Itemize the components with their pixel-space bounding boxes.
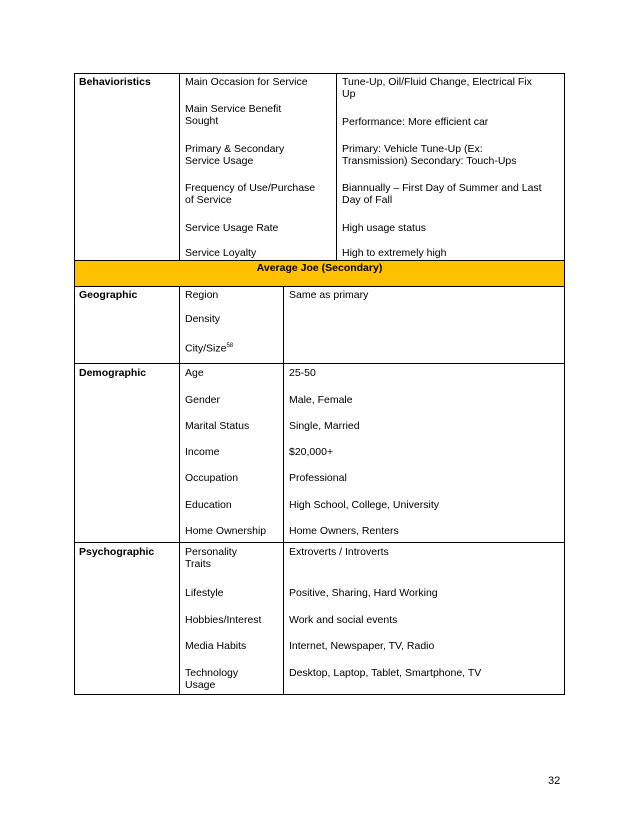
psycho-value-media: Internet, Newspaper, TV, Radio (289, 640, 435, 652)
psycho-attr-lifestyle: Lifestyle (185, 587, 224, 599)
behavior-value-rate: High usage status (342, 222, 427, 234)
band-border-bottom (74, 286, 565, 287)
col-divider-label (179, 73, 180, 261)
table-border-left (74, 73, 75, 695)
table-border-bottom (74, 694, 565, 695)
page-number: 32 (548, 775, 561, 787)
geo-attr-region: Region (185, 289, 219, 301)
demo-attr-age: Age (185, 367, 204, 379)
behavior-attr-usage: Primary & Secondary Service Usage (185, 143, 285, 167)
behavioristics-label: Behavioristics (79, 76, 151, 88)
row-border-geo-bottom (74, 363, 565, 364)
demographic-label: Demographic (79, 367, 147, 379)
psycho-attr-media: Media Habits (185, 640, 247, 652)
band-border-top (74, 260, 565, 261)
section-header-title: Average Joe (Secondary) (256, 262, 383, 274)
demo-value-occupation: Professional (289, 472, 347, 484)
demo-attr-occupation: Occupation (185, 472, 239, 484)
psycho-value-technology: Desktop, Laptop, Tablet, Smartphone, TV (289, 667, 482, 679)
behavior-value-loyalty: High to extremely high (342, 247, 447, 259)
psycho-value-lifestyle: Positive, Sharing, Hard Working (289, 587, 438, 599)
demo-value-gender: Male, Female (289, 394, 353, 406)
geographic-label: Geographic (79, 289, 138, 301)
row-border-demo-bottom (74, 542, 565, 543)
demo-value-income: $20,000+ (289, 446, 334, 458)
demo-value-education: High School, College, University (289, 499, 439, 511)
psycho-attr-technology: Technology Usage (185, 667, 239, 691)
psycho-value-personality: Extroverts / Introverts (289, 546, 389, 558)
behavior-attr-frequency: Frequency of Use/Purchase of Service (185, 182, 316, 206)
psycho-value-hobbies: Work and social events (289, 614, 398, 626)
psychographic-label: Psychographic (79, 546, 155, 558)
behavior-value-occasion: Tune-Up, Oil/Fluid Change, Electrical Fix Up (342, 76, 532, 100)
col-divider-value-lower (283, 286, 284, 695)
footnote-marker: 58 (226, 343, 234, 349)
behavior-value-benefit: Performance: More efficient car (342, 116, 489, 128)
table-border-top (74, 73, 565, 74)
behavior-attr-occasion: Main Occasion for Service (185, 76, 308, 88)
demo-value-age: 25-50 (289, 367, 316, 379)
behavior-attr-benefit: Main Service Benefit Sought (185, 103, 282, 127)
demo-attr-marital: Marital Status (185, 420, 250, 432)
behavior-value-frequency: Biannually – First Day of Summer and Last Day of Fall (342, 182, 542, 206)
demo-attr-income: Income (185, 446, 220, 458)
behavior-attr-loyalty: Service Loyalty (185, 247, 257, 259)
psycho-attr-hobbies: Hobbies/Interest (185, 614, 262, 626)
table-border-right (564, 73, 565, 695)
demo-attr-gender: Gender (185, 394, 221, 406)
geo-value: Same as primary (289, 289, 369, 301)
psycho-attr-personality: Personality Traits (185, 546, 237, 570)
geo-attr-density: Density (185, 313, 221, 325)
demo-value-home: Home Owners, Renters (289, 525, 399, 537)
demo-value-marital: Single, Married (289, 420, 360, 432)
geo-attr-citysize-text: City/Size (185, 342, 227, 355)
demo-attr-home: Home Ownership (185, 525, 267, 537)
behavior-attr-rate: Service Usage Rate (185, 222, 279, 234)
demo-attr-education: Education (185, 499, 232, 511)
behavior-value-usage: Primary: Vehicle Tune-Up (Ex: Transmission) Secondary: Touch-Ups (342, 143, 517, 167)
col-divider-label-lower (179, 286, 180, 695)
geo-attr-citysize (185, 340, 233, 355)
col-divider-value-upper (336, 73, 337, 261)
